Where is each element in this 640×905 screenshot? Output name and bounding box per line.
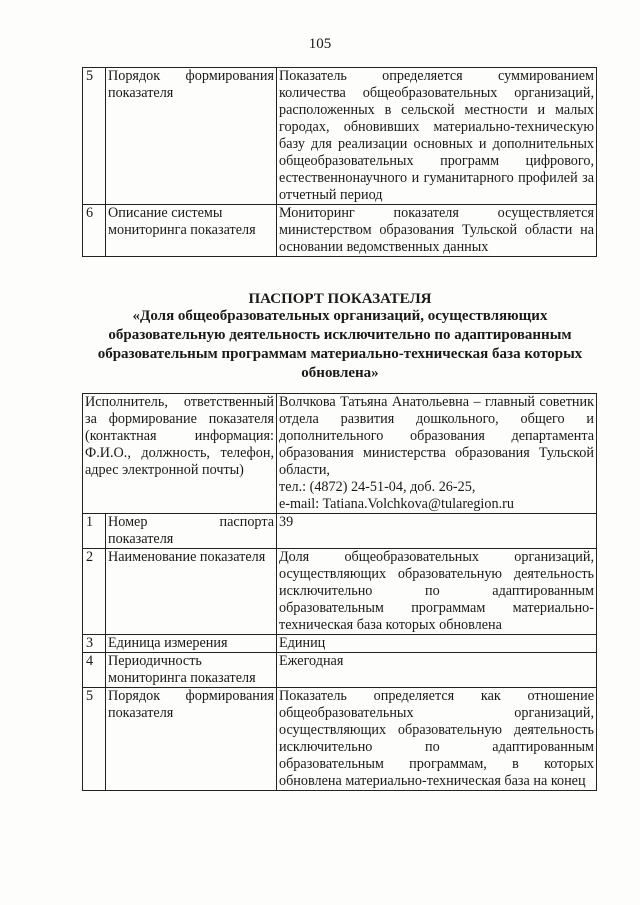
- table-row: [83, 205, 597, 257]
- row-label: Порядок формирования показателя: [106, 68, 277, 205]
- row-label: Номер паспорта показателя: [106, 514, 277, 549]
- row-number: 2: [83, 549, 106, 635]
- table-row: [83, 688, 597, 791]
- row-label: Порядок формирования показателя: [106, 688, 277, 791]
- executor-value: Волчкова Татьяна Анатольевна – главный советник отдела развития дошкольного, общего и дополнительного образования департамента образования министерства образования Тульской области,: [279, 394, 594, 478]
- table-row: [83, 514, 597, 549]
- row-number: 5: [83, 68, 106, 205]
- row-number: 1: [83, 514, 106, 549]
- row-value: Ежегодная: [277, 653, 597, 688]
- row-label: Периодичность мониторинга показателя: [106, 653, 277, 688]
- executor-email: e-mail: Tatiana.Volchkova@tularegion.ru: [279, 496, 514, 512]
- row-label: Единица измерения: [106, 635, 277, 653]
- page-number: 105: [308, 36, 332, 52]
- row-value: Показатель определяется как отношение общеобразовательных организаций, осуществляющих образовательную деятельность исключительно по адаптированным образовательным программам, в которых обновлена материально-техническая база на конец: [277, 688, 597, 791]
- row-number: 6: [83, 205, 106, 257]
- passport-subtitle: «Доля общеобразовательных организаций, осуществляющих образовательную деятельность исключительно по адаптированным образовательным программам материально-техническая база которых обновлена»: [97, 308, 583, 381]
- table-row: [83, 68, 597, 205]
- table-row: [83, 549, 597, 635]
- passport-title: ПАСПОРТ ПОКАЗАТЕЛЯ: [248, 291, 432, 307]
- row-number: 3: [83, 635, 106, 653]
- row-label: Наименование показателя: [106, 549, 277, 635]
- row-number: 4: [83, 653, 106, 688]
- table-row: [83, 653, 597, 688]
- row-value: 39: [277, 514, 597, 549]
- row-value: Доля общеобразовательных организаций, осуществляющих образовательную деятельность исключительно по адаптированным образовательным программам материально-техническая база которых обновлена: [277, 549, 597, 635]
- passport-table: [82, 393, 597, 791]
- row-value: Показатель определяется суммированием количества общеобразовательных организаций, расположенных в сельской местности и малых городах, обновивших материально-техническую базу для реализации основных и дополнительных общеобразовательных программ цифрового, естественнонаучного и гуманитарного профилей за отчетный период: [277, 68, 597, 205]
- executor-label: Исполнитель, ответственный за формирование показателя (контактная информация: Ф.И.О., должность, телефон, адрес электронной почты): [83, 394, 277, 514]
- row-number: 5: [83, 688, 106, 791]
- executor-cell: [277, 394, 597, 514]
- executor-phone: тел.: (4872) 24-51-04, доб. 26-25,: [279, 479, 476, 495]
- indicator-table-continued: [82, 67, 597, 257]
- row-label: Описание системы мониторинга показателя: [106, 205, 277, 257]
- table-row: [83, 635, 597, 653]
- row-value: Мониторинг показателя осуществляется министерством образования Тульской области на основании ведомственных данных: [277, 205, 597, 257]
- table-row: [83, 394, 597, 514]
- row-value: Единиц: [277, 635, 597, 653]
